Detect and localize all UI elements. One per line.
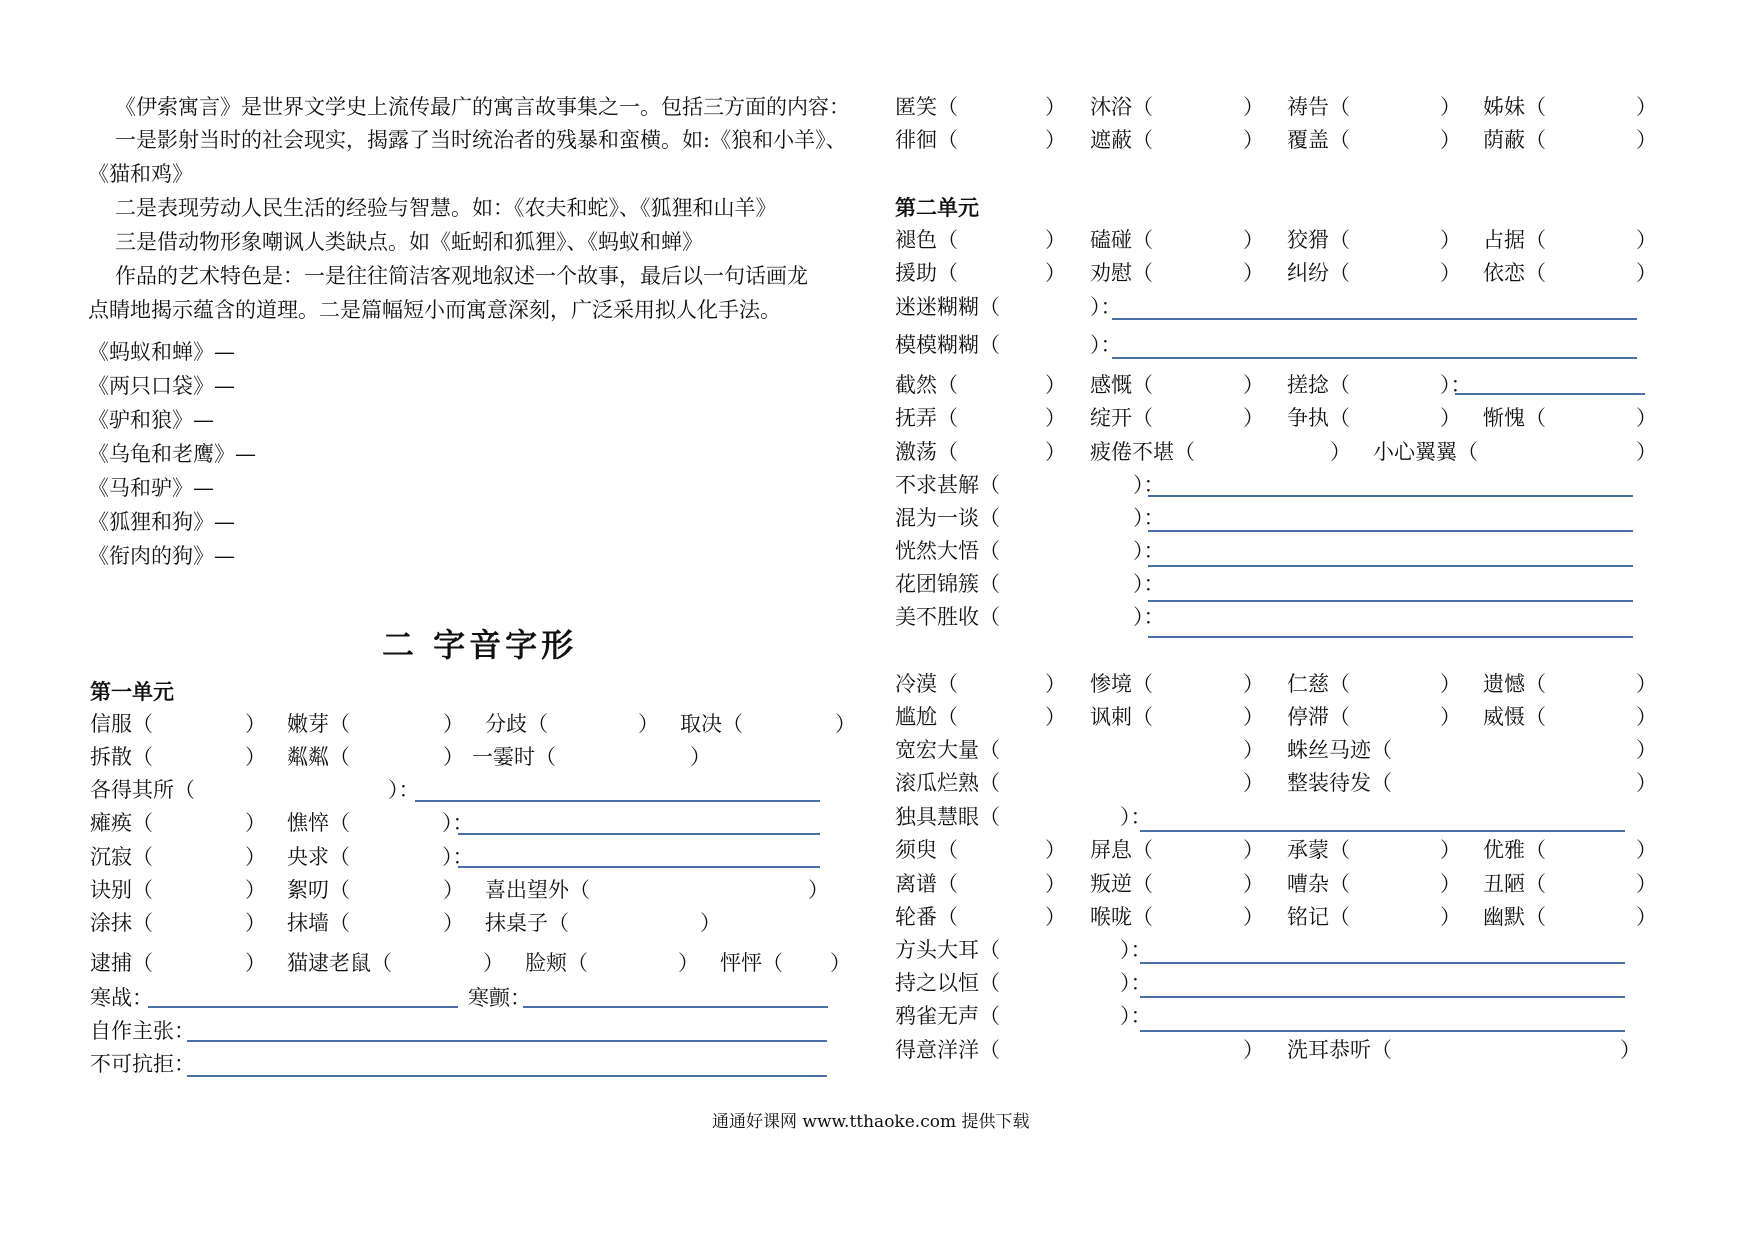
word-item: 嫩芽（ bbox=[287, 712, 350, 736]
word-item: 匿笑（ bbox=[895, 95, 958, 119]
bracket-close: ） bbox=[1636, 228, 1657, 252]
bracket-close: ）： bbox=[1440, 373, 1472, 397]
word-item: 铭记（ bbox=[1287, 905, 1350, 929]
bracket-close: ） bbox=[1243, 872, 1264, 896]
bracket-close: ） bbox=[483, 951, 504, 975]
bracket-close: ） bbox=[1636, 261, 1657, 285]
answer-line[interactable] bbox=[1140, 830, 1625, 832]
bracket-close: ） bbox=[1045, 128, 1066, 152]
bracket-close: ） bbox=[1243, 705, 1264, 729]
word-item: 花团锦簇（ bbox=[895, 572, 1000, 596]
bracket-close: ） bbox=[1636, 406, 1657, 430]
word-item: 援助（ bbox=[895, 261, 958, 285]
answer-line[interactable] bbox=[1455, 393, 1645, 395]
bracket-close: ） bbox=[1440, 406, 1461, 430]
story-item: 《蚂蚁和蝉》— bbox=[88, 340, 235, 364]
word-item: 沐浴（ bbox=[1090, 95, 1153, 119]
word-item: 自作主张： bbox=[90, 1019, 195, 1043]
word-item: 承蒙（ bbox=[1287, 838, 1350, 862]
word-item: 激荡（ bbox=[895, 440, 958, 464]
word-item: 占据（ bbox=[1483, 228, 1546, 252]
bracket-close: ） bbox=[1243, 228, 1264, 252]
answer-line[interactable] bbox=[1148, 495, 1633, 497]
word-item: 依恋（ bbox=[1483, 261, 1546, 285]
bracket-close: ）： bbox=[1133, 539, 1165, 563]
bracket-close: ） bbox=[1636, 771, 1657, 795]
bracket-close: ） bbox=[443, 878, 464, 902]
word-item: 猫逮老鼠（ bbox=[287, 951, 392, 975]
bracket-close: ） bbox=[1440, 705, 1461, 729]
answer-line[interactable] bbox=[458, 833, 820, 835]
word-item: 覆盖（ bbox=[1287, 128, 1350, 152]
word-item: 荫蔽（ bbox=[1483, 128, 1546, 152]
word-item: 抚弄（ bbox=[895, 406, 958, 430]
word-item: 逮捕（ bbox=[90, 951, 153, 975]
answer-line[interactable] bbox=[1140, 996, 1625, 998]
word-item: 宽宏大量（ bbox=[895, 738, 1000, 762]
unit2-heading: 第二单元 bbox=[895, 195, 979, 220]
bracket-close: ） bbox=[1636, 128, 1657, 152]
story-item: 《驴和狼》— bbox=[88, 408, 214, 432]
word-item: 优雅（ bbox=[1483, 838, 1546, 862]
word-item: 喜出望外（ bbox=[485, 878, 590, 902]
answer-line[interactable] bbox=[1112, 318, 1637, 320]
bracket-close: ） bbox=[1045, 373, 1066, 397]
bracket-close: ） bbox=[1636, 95, 1657, 119]
word-item: 停滞（ bbox=[1287, 705, 1350, 729]
word-item: 遗憾（ bbox=[1483, 672, 1546, 696]
word-item: 褪色（ bbox=[895, 228, 958, 252]
word-item: 抹桌子（ bbox=[485, 911, 569, 935]
bracket-close: ） bbox=[1440, 228, 1461, 252]
bracket-close: ） bbox=[245, 745, 266, 769]
word-item: 轮番（ bbox=[895, 905, 958, 929]
bracket-close: ） bbox=[808, 878, 829, 902]
word-item: 惨境（ bbox=[1090, 672, 1153, 696]
bracket-close: ） bbox=[1243, 128, 1264, 152]
word-item: 丑陋（ bbox=[1483, 872, 1546, 896]
word-item: 冷漠（ bbox=[895, 672, 958, 696]
word-item: 憔悴（ bbox=[287, 811, 350, 835]
bracket-close: ） bbox=[1636, 838, 1657, 862]
bracket-close: ） bbox=[1440, 128, 1461, 152]
word-item: 疲倦不堪（ bbox=[1090, 440, 1195, 464]
word-item: 模模糊糊（ bbox=[895, 333, 1000, 357]
word-item: 鸦雀无声（ bbox=[895, 1004, 1000, 1028]
bracket-close: ）： bbox=[1133, 572, 1165, 596]
word-item: 截然（ bbox=[895, 373, 958, 397]
bracket-close: ） bbox=[245, 811, 266, 835]
word-item: 脸颊（ bbox=[525, 951, 588, 975]
answer-line[interactable] bbox=[148, 1006, 458, 1008]
word-item: 喉咙（ bbox=[1090, 905, 1153, 929]
answer-line[interactable] bbox=[415, 800, 820, 802]
word-item: 绽开（ bbox=[1090, 406, 1153, 430]
bracket-close: ） bbox=[245, 712, 266, 736]
word-item: 央求（ bbox=[287, 845, 350, 869]
word-item: 搓捻（ bbox=[1287, 373, 1350, 397]
bracket-close: ） bbox=[1045, 672, 1066, 696]
word-item: 姊妹（ bbox=[1483, 95, 1546, 119]
bracket-close: ） bbox=[1636, 672, 1657, 696]
answer-line[interactable] bbox=[1148, 636, 1633, 638]
answer-line[interactable] bbox=[458, 866, 820, 868]
word-item: 美不胜收（ bbox=[895, 605, 1000, 629]
bracket-close: ） bbox=[1243, 771, 1264, 795]
bracket-close: ）： bbox=[1133, 473, 1165, 497]
word-item: 徘徊（ bbox=[895, 128, 958, 152]
bracket-close: ） bbox=[1440, 95, 1461, 119]
bracket-close: ） bbox=[1045, 95, 1066, 119]
bracket-close: ）： bbox=[442, 845, 474, 869]
word-item: 洗耳恭听（ bbox=[1287, 1038, 1392, 1062]
word-item: 迷迷糊糊（ bbox=[895, 295, 1000, 319]
intro-line-3: 《猫和鸡》 bbox=[88, 162, 193, 186]
story-item: 《马和驴》— bbox=[88, 476, 214, 500]
bracket-close: ）： bbox=[1120, 971, 1152, 995]
bracket-close: ） bbox=[1440, 261, 1461, 285]
word-item: 感慨（ bbox=[1090, 373, 1153, 397]
word-item: 瘫痪（ bbox=[90, 811, 153, 835]
bracket-close: ） bbox=[1620, 1038, 1641, 1062]
bracket-close: ） bbox=[1243, 738, 1264, 762]
intro-line-5: 三是借动物形象嘲讽人类缺点。如《蚯蚓和狐狸》、《蚂蚁和蝉》 bbox=[115, 230, 703, 254]
bracket-close: ） bbox=[1636, 872, 1657, 896]
intro-line-1: 《伊索寓言》是世界文学史上流传最广的寓言故事集之一。包括三方面的内容： bbox=[115, 95, 850, 119]
intro-line-2: 一是影射当时的社会现实，揭露了当时统治者的残暴和蛮横。如:《狼和小羊》、 bbox=[115, 128, 847, 152]
bracket-close: ） bbox=[1636, 905, 1657, 929]
word-item: 劝慰（ bbox=[1090, 261, 1153, 285]
bracket-close: ） bbox=[700, 911, 721, 935]
bracket-close: ） bbox=[1045, 406, 1066, 430]
bracket-close: ） bbox=[245, 911, 266, 935]
word-item: 寒颤： bbox=[468, 986, 531, 1010]
answer-line[interactable] bbox=[187, 1075, 827, 1077]
bracket-close: ） bbox=[1440, 905, 1461, 929]
bracket-close: ） bbox=[1636, 440, 1657, 464]
word-item: 讽刺（ bbox=[1090, 705, 1153, 729]
word-item: 拆散（ bbox=[90, 745, 153, 769]
footer-text: 通通好课网 www.tthaoke.com 提供下载 bbox=[712, 1112, 1030, 1132]
bracket-close: ） bbox=[1045, 838, 1066, 862]
word-item: 粼粼（ bbox=[287, 745, 350, 769]
bracket-close: ） bbox=[1045, 905, 1066, 929]
word-item: 方头大耳（ bbox=[895, 938, 1000, 962]
bracket-close: ） bbox=[1243, 261, 1264, 285]
bracket-close: ）： bbox=[1133, 605, 1165, 629]
word-item: 遮蔽（ bbox=[1090, 128, 1153, 152]
word-item: 嘈杂（ bbox=[1287, 872, 1350, 896]
word-item: 分歧（ bbox=[485, 712, 548, 736]
bracket-close: ） bbox=[1045, 872, 1066, 896]
bracket-close: ）： bbox=[388, 778, 420, 802]
word-item: 须臾（ bbox=[895, 838, 958, 862]
word-item: 惭愧（ bbox=[1483, 406, 1546, 430]
bracket-close: ） bbox=[830, 951, 851, 975]
answer-line[interactable] bbox=[1148, 565, 1633, 567]
story-item: 《狐狸和狗》— bbox=[88, 510, 235, 534]
bracket-close: ） bbox=[1243, 373, 1264, 397]
word-item: 叛逆（ bbox=[1090, 872, 1153, 896]
word-item: 离谱（ bbox=[895, 872, 958, 896]
answer-line[interactable] bbox=[1148, 530, 1633, 532]
bracket-close: ） bbox=[443, 712, 464, 736]
word-item: 絮叨（ bbox=[287, 878, 350, 902]
unit1-heading: 第一单元 bbox=[90, 679, 174, 704]
word-item: 幽默（ bbox=[1483, 905, 1546, 929]
bracket-close: ） bbox=[443, 745, 464, 769]
bracket-close: ） bbox=[678, 951, 699, 975]
bracket-close: ） bbox=[638, 712, 659, 736]
word-item: 各得其所（ bbox=[90, 778, 195, 802]
answer-line[interactable] bbox=[1112, 357, 1637, 359]
bracket-close: ） bbox=[1243, 406, 1264, 430]
bracket-close: ）： bbox=[1133, 506, 1165, 530]
word-item: 恍然大悟（ bbox=[895, 539, 1000, 563]
word-item: 涂抹（ bbox=[90, 911, 153, 935]
bracket-close: ） bbox=[690, 745, 711, 769]
word-item: 沉寂（ bbox=[90, 845, 153, 869]
bracket-close: ） bbox=[1243, 838, 1264, 862]
bracket-close: ） bbox=[1440, 672, 1461, 696]
word-item: 不求甚解（ bbox=[895, 473, 1000, 497]
bracket-close: ） bbox=[1440, 838, 1461, 862]
word-item: 争执（ bbox=[1287, 406, 1350, 430]
word-item: 尴尬（ bbox=[895, 705, 958, 729]
word-item: 持之以恒（ bbox=[895, 971, 1000, 995]
bracket-close: ） bbox=[1243, 1038, 1264, 1062]
bracket-close: ） bbox=[245, 951, 266, 975]
word-item: 纠纷（ bbox=[1287, 261, 1350, 285]
bracket-close: ）： bbox=[1120, 1004, 1152, 1028]
bracket-close: ） bbox=[1045, 705, 1066, 729]
section-title: 二 字音字形 bbox=[382, 626, 578, 664]
answer-line[interactable] bbox=[1148, 600, 1633, 602]
word-item: 仁慈（ bbox=[1287, 672, 1350, 696]
bracket-close: ） bbox=[245, 845, 266, 869]
word-item: 混为一谈（ bbox=[895, 506, 1000, 530]
word-item: 整装待发（ bbox=[1287, 771, 1392, 795]
word-item: 信服（ bbox=[90, 712, 153, 736]
bracket-close: ）： bbox=[442, 811, 474, 835]
bracket-close: ） bbox=[1636, 705, 1657, 729]
word-item: 取决（ bbox=[680, 712, 743, 736]
word-item: 蛛丝马迹（ bbox=[1287, 738, 1392, 762]
answer-line[interactable] bbox=[1140, 962, 1625, 964]
word-item: 小心翼翼（ bbox=[1373, 440, 1478, 464]
story-item: 《乌龟和老鹰》— bbox=[88, 442, 256, 466]
answer-line[interactable] bbox=[187, 1040, 827, 1042]
story-item: 《衔肉的狗》— bbox=[88, 544, 235, 568]
bracket-close: ）： bbox=[1090, 295, 1122, 319]
word-item: 寒战： bbox=[90, 986, 153, 1010]
bracket-close: ） bbox=[443, 911, 464, 935]
word-item: 屏息（ bbox=[1090, 838, 1153, 862]
word-item: 祷告（ bbox=[1287, 95, 1350, 119]
bracket-close: ） bbox=[1045, 228, 1066, 252]
bracket-close: ） bbox=[1243, 95, 1264, 119]
bracket-close: ） bbox=[1636, 738, 1657, 762]
intro-line-6: 作品的艺术特色是：一是往往简洁客观地叙述一个故事，最后以一句话画龙 bbox=[115, 264, 808, 288]
word-item: 威慑（ bbox=[1483, 705, 1546, 729]
bracket-close: ） bbox=[245, 878, 266, 902]
word-item: 滚瓜烂熟（ bbox=[895, 771, 1000, 795]
bracket-close: ） bbox=[1330, 440, 1351, 464]
word-item: 一霎时（ bbox=[472, 745, 556, 769]
word-item: 抹墙（ bbox=[287, 911, 350, 935]
intro-line-7: 点睛地揭示蕴含的道理。二是篇幅短小而寓意深刻，广泛采用拟人化手法。 bbox=[88, 298, 781, 322]
bracket-close: ） bbox=[1045, 440, 1066, 464]
word-item: 狡猾（ bbox=[1287, 228, 1350, 252]
bracket-close: ）： bbox=[1120, 938, 1152, 962]
answer-line[interactable] bbox=[1140, 1030, 1625, 1032]
word-item: 不可抗拒： bbox=[90, 1052, 195, 1076]
word-item: 诀别（ bbox=[90, 878, 153, 902]
word-item: 怦怦（ bbox=[720, 951, 783, 975]
bracket-close: ）： bbox=[1120, 805, 1152, 829]
bracket-close: ） bbox=[1243, 672, 1264, 696]
bracket-close: ） bbox=[1045, 261, 1066, 285]
word-item: 磕碰（ bbox=[1090, 228, 1153, 252]
bracket-close: ） bbox=[1243, 905, 1264, 929]
answer-line[interactable] bbox=[523, 1006, 828, 1008]
story-item: 《两只口袋》— bbox=[88, 374, 235, 398]
bracket-close: ） bbox=[835, 712, 856, 736]
word-item: 独具慧眼（ bbox=[895, 805, 1000, 829]
bracket-close: ） bbox=[1440, 872, 1461, 896]
intro-line-4: 二是表现劳动人民生活的经验与智慧。如：《农夫和蛇》、《狐狸和山羊》 bbox=[115, 196, 777, 220]
bracket-close: ）： bbox=[1090, 333, 1122, 357]
word-item: 得意洋洋（ bbox=[895, 1038, 1000, 1062]
